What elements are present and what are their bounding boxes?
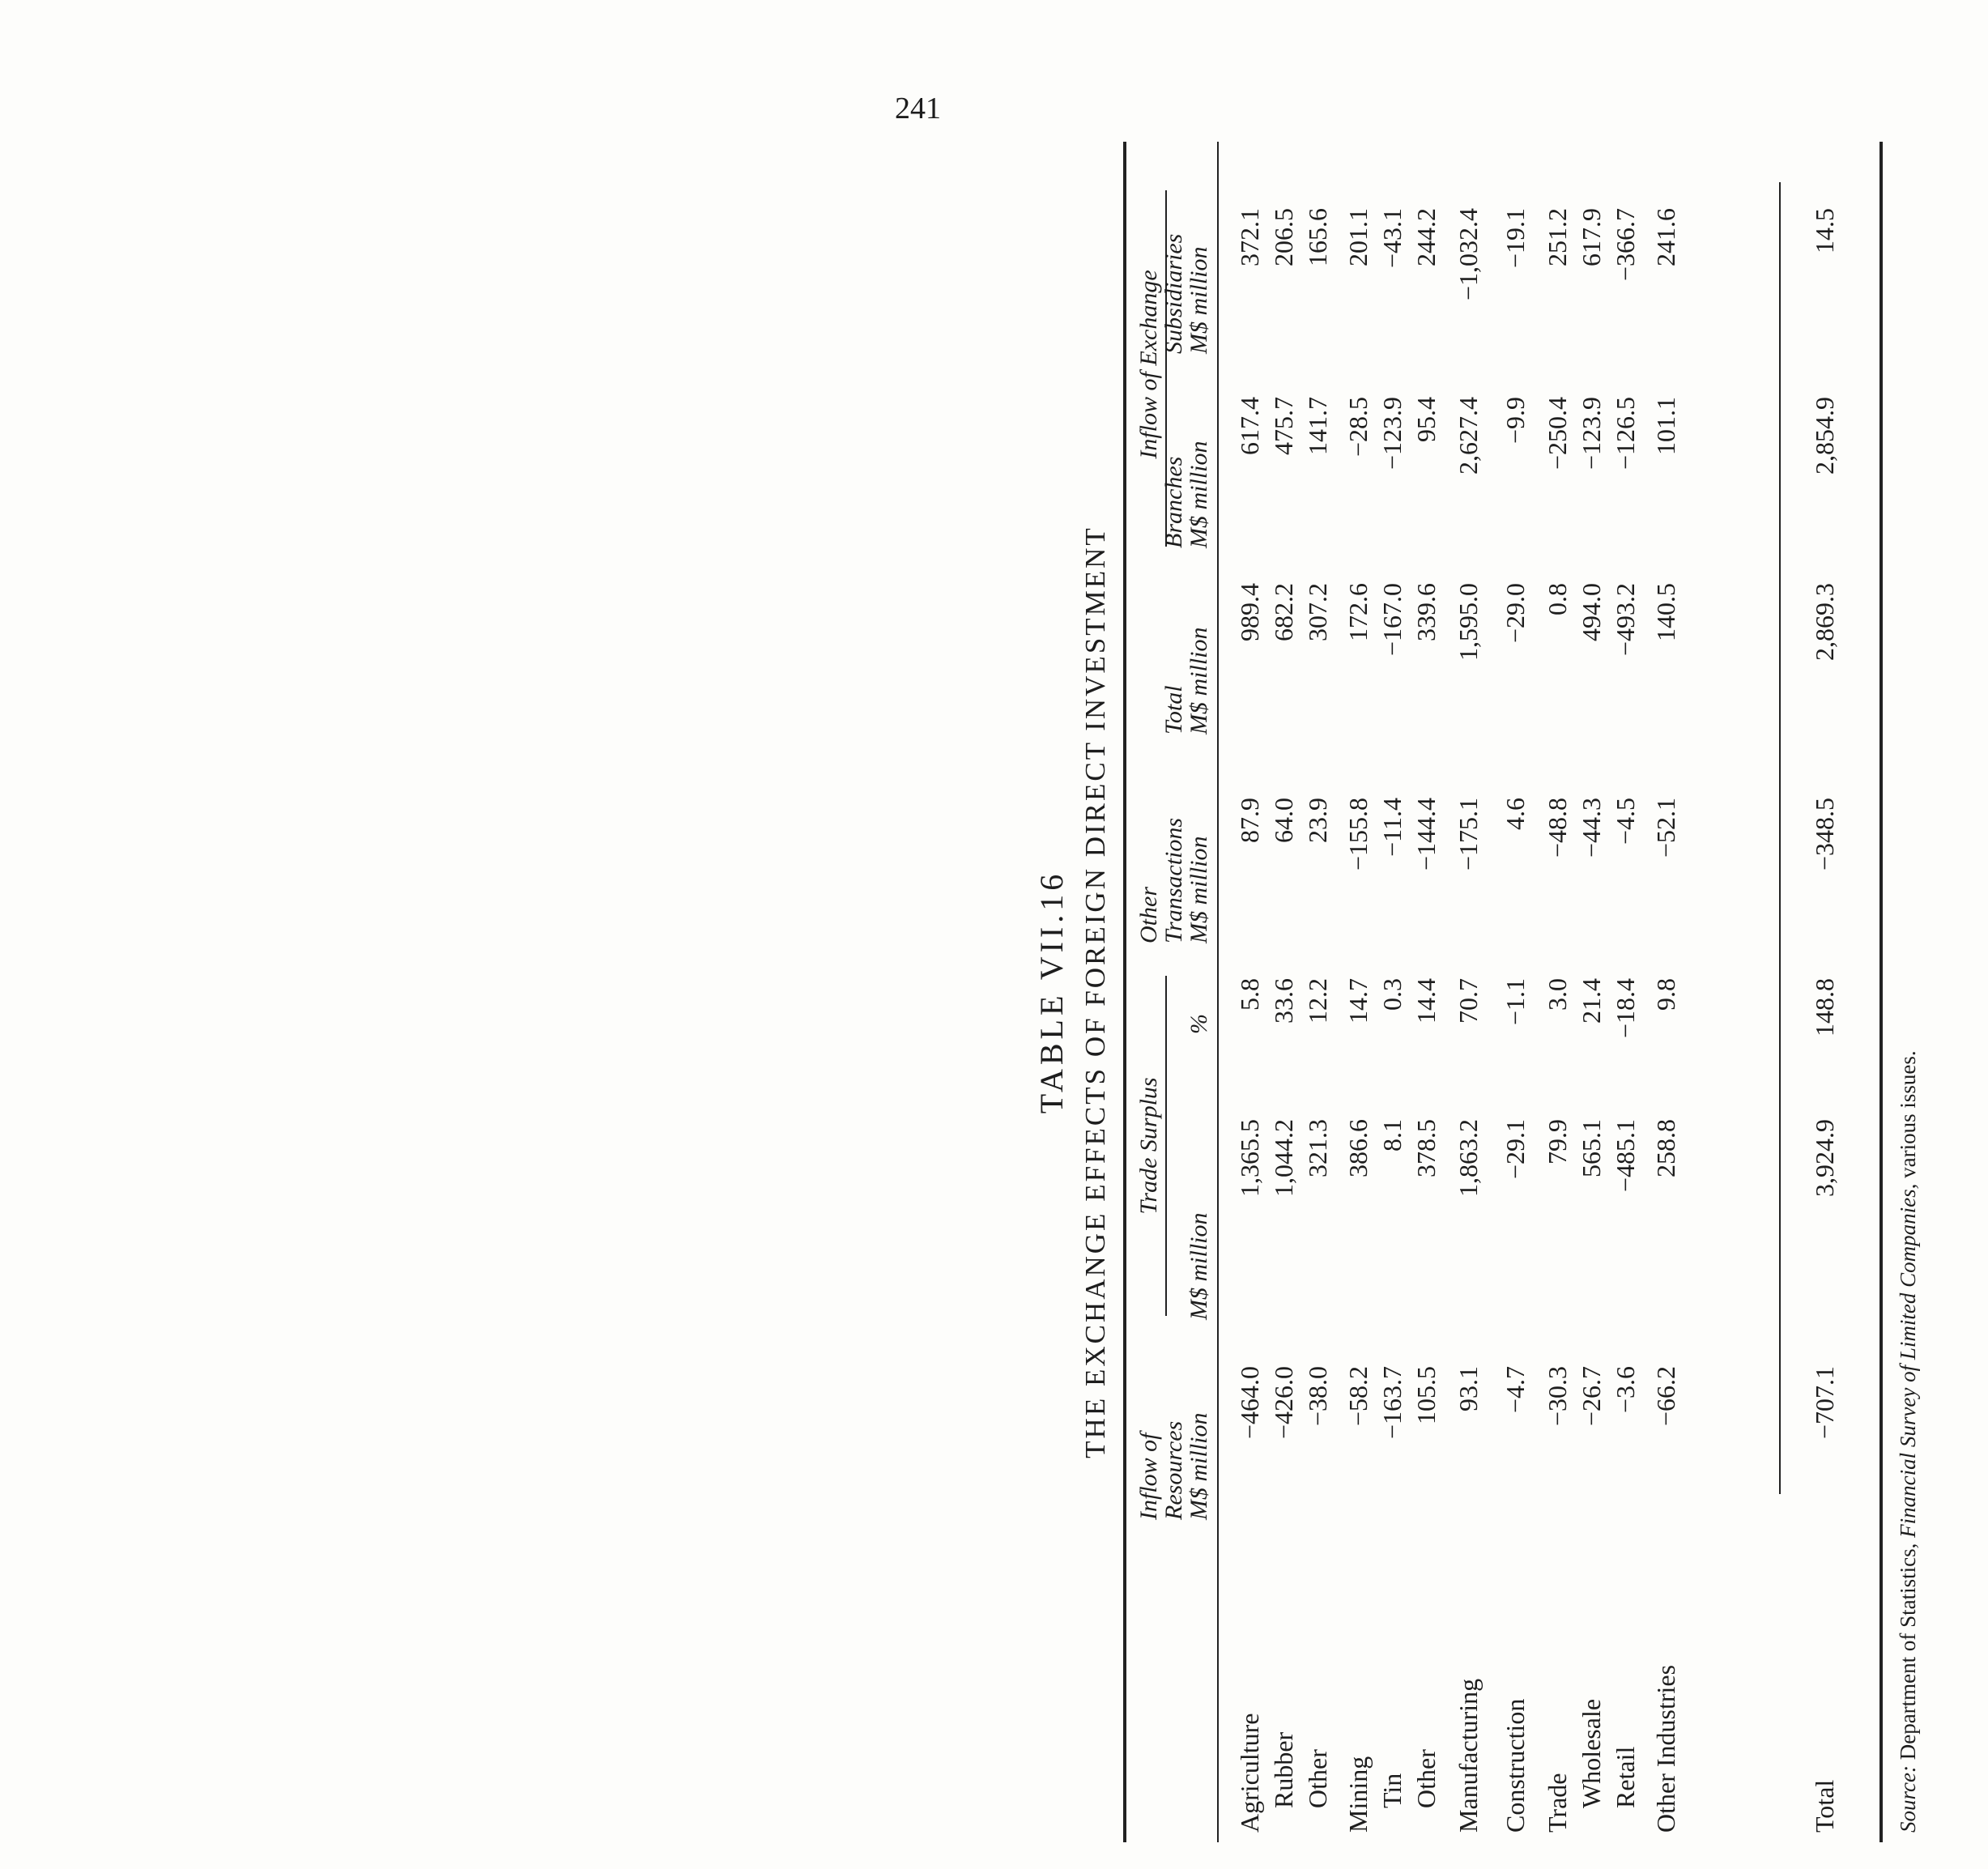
cell-other-transactions: 4.6 [1501, 798, 1530, 830]
cell-trade-surplus-value: 258.8 [1651, 1119, 1680, 1177]
cell-other-transactions: 23.9 [1303, 798, 1332, 843]
cell-inflow-resources: −26.7 [1577, 1366, 1606, 1427]
cell-trade-surplus-value: 321.3 [1303, 1119, 1332, 1177]
cell-trade-surplus-pct: 0.3 [1377, 978, 1407, 1011]
cell-subsidiaries: −366.7 [1611, 208, 1640, 282]
cell-branches: −9.9 [1501, 397, 1530, 445]
cell-trade-surplus-value: 79.9 [1543, 1119, 1572, 1164]
row-label: Other [1303, 1749, 1332, 1808]
cell-trade-surplus-value: 3,924.9 [1810, 1119, 1839, 1197]
table-row [1577, 142, 1609, 1842]
table-row [1377, 142, 1410, 1842]
cell-branches: 2,854.9 [1810, 397, 1839, 475]
cell-inflow-resources: −3.6 [1611, 1366, 1640, 1414]
cell-trade-surplus-pct: 14.7 [1343, 978, 1373, 1024]
cell-inflow-resources: −58.2 [1343, 1366, 1373, 1427]
cell-branches: 101.1 [1651, 397, 1680, 455]
cell-other-transactions: −48.8 [1543, 798, 1572, 858]
cell-trade-surplus-value: 1,863.2 [1454, 1119, 1483, 1197]
cell-subsidiaries: 206.5 [1269, 208, 1298, 266]
row-label: Total [1810, 1779, 1839, 1833]
cell-total: 140.5 [1651, 583, 1680, 641]
bottom-rule [1879, 142, 1883, 1842]
table-label: TABLE VII.16 [1033, 870, 1070, 1114]
bleed-through-text [121, 81, 964, 1782]
cell-total: 2,869.3 [1810, 583, 1839, 661]
header-trade-surplus-group: Trade Surplus [1135, 1077, 1162, 1215]
table-row [1611, 142, 1643, 1842]
cell-inflow-resources: 105.5 [1411, 1366, 1441, 1424]
cell-trade-surplus-value: 565.1 [1577, 1119, 1606, 1177]
header-inflow-exchange-group: Inflow of Exchange [1135, 270, 1162, 459]
cell-trade-surplus-pct: 14.4 [1411, 978, 1441, 1024]
cell-subsidiaries: −1,032.4 [1454, 208, 1483, 301]
total-rule [1779, 182, 1781, 1494]
cell-branches: 2,627.4 [1454, 397, 1483, 475]
row-label: Tin [1377, 1773, 1407, 1808]
table-row [1411, 142, 1444, 1842]
cell-branches: −123.9 [1377, 397, 1407, 470]
cell-trade-surplus-value: −485.1 [1611, 1119, 1640, 1193]
table-total-row [1810, 142, 1842, 1842]
header-bottom-rule [1217, 142, 1219, 1842]
table-row [1343, 142, 1376, 1842]
cell-subsidiaries: 244.2 [1411, 208, 1441, 266]
cell-branches: −250.4 [1543, 397, 1572, 470]
row-label: Rubber [1269, 1731, 1298, 1808]
rotated-table-frame [1016, 142, 1988, 1842]
cell-branches: 141.7 [1303, 397, 1332, 455]
cell-trade-surplus-pct: 5.8 [1235, 978, 1264, 1011]
header-other-transactions: Other Transactions M$ million [1135, 817, 1212, 943]
table-row [1269, 142, 1301, 1842]
cell-other-transactions: −144.4 [1411, 798, 1441, 871]
cell-trade-surplus-value: 378.5 [1411, 1119, 1441, 1177]
cell-trade-surplus-pct: −18.4 [1611, 978, 1640, 1039]
row-label: Trade [1543, 1773, 1572, 1833]
cell-subsidiaries: 251.2 [1543, 208, 1572, 266]
cell-total: 1,595.0 [1454, 583, 1483, 661]
header-inflow-resources: Inflow of Resources M$ million [1135, 1412, 1212, 1520]
cell-inflow-resources: −464.0 [1235, 1366, 1264, 1440]
page-number: 241 [895, 92, 941, 126]
cell-trade-surplus-value: 1,365.5 [1235, 1119, 1264, 1197]
table-row [1501, 142, 1533, 1842]
cell-total: 0.8 [1543, 583, 1572, 615]
cell-subsidiaries: 372.1 [1235, 208, 1264, 266]
cell-other-transactions: −44.3 [1577, 798, 1606, 858]
row-label: Other Industries [1651, 1664, 1680, 1833]
row-label: Construction [1501, 1698, 1530, 1833]
cell-inflow-resources: −38.0 [1303, 1366, 1332, 1427]
table-row [1651, 142, 1684, 1842]
cell-other-transactions: −11.4 [1377, 798, 1407, 857]
cell-inflow-resources: −707.1 [1810, 1366, 1839, 1440]
source-note: Source: Department of Statistics, Financial Survey of Limited Companies, various issues. [1896, 1050, 1920, 1833]
cell-subsidiaries: −43.1 [1377, 208, 1407, 269]
cell-subsidiaries: 241.6 [1651, 208, 1680, 266]
cell-total: 682.2 [1269, 583, 1298, 641]
row-label: Manufacturing [1454, 1678, 1483, 1833]
cell-branches: 475.7 [1269, 397, 1298, 455]
cell-trade-surplus-value: 1,044.2 [1269, 1119, 1298, 1197]
row-label: Other [1411, 1749, 1441, 1808]
cell-other-transactions: −175.1 [1454, 798, 1483, 871]
cell-other-transactions: 87.9 [1235, 798, 1264, 843]
cell-other-transactions: −348.5 [1810, 798, 1839, 871]
table-row [1454, 142, 1486, 1842]
table-row [1303, 142, 1335, 1842]
row-label: Agriculture [1235, 1713, 1264, 1833]
cell-inflow-resources: −426.0 [1269, 1366, 1298, 1440]
cell-inflow-resources: 93.1 [1454, 1366, 1483, 1411]
cell-subsidiaries: −19.1 [1501, 208, 1530, 269]
cell-subsidiaries: 14.5 [1810, 208, 1839, 253]
trade-surplus-rule [1165, 976, 1167, 1316]
header-total: Total M$ million [1160, 627, 1212, 734]
cell-total: −493.2 [1611, 583, 1640, 657]
cell-trade-surplus-pct: 12.2 [1303, 978, 1332, 1024]
cell-branches: −123.9 [1577, 397, 1606, 470]
table-row [1235, 142, 1267, 1842]
cell-total: 172.6 [1343, 583, 1373, 641]
cell-subsidiaries: 201.1 [1343, 208, 1373, 266]
cell-subsidiaries: 165.6 [1303, 208, 1332, 266]
cell-total: 339.6 [1411, 583, 1441, 641]
cell-inflow-resources: −163.7 [1377, 1366, 1407, 1440]
header-trade-surplus-value: M$ million [1186, 1212, 1212, 1320]
cell-branches: −126.5 [1611, 397, 1640, 470]
cell-subsidiaries: 617.9 [1577, 208, 1606, 266]
cell-total: 307.2 [1303, 583, 1332, 641]
cell-branches: 95.4 [1411, 397, 1441, 442]
top-rule [1123, 142, 1126, 1842]
row-label: Retail [1611, 1746, 1640, 1808]
cell-total: −167.0 [1377, 583, 1407, 657]
cell-trade-surplus-pct: 21.4 [1577, 978, 1606, 1024]
cell-trade-surplus-pct: 9.8 [1651, 978, 1680, 1011]
row-label: Mining [1343, 1756, 1373, 1833]
cell-branches: −28.5 [1343, 397, 1373, 458]
cell-trade-surplus-value: 8.1 [1377, 1119, 1407, 1152]
cell-other-transactions: −155.8 [1343, 798, 1373, 871]
cell-trade-surplus-value: 386.6 [1343, 1119, 1373, 1177]
cell-total: 989.4 [1235, 583, 1264, 641]
cell-other-transactions: 64.0 [1269, 798, 1298, 843]
cell-branches: 617.4 [1235, 397, 1264, 455]
cell-trade-surplus-pct: 148.8 [1810, 978, 1839, 1037]
header-branches: Branches M$ million [1160, 441, 1212, 548]
header-subsidiaries: Subsidiaries M$ million [1160, 233, 1212, 354]
header-trade-surplus-pct: % [1186, 1014, 1212, 1034]
cell-inflow-resources: −30.3 [1543, 1366, 1572, 1427]
row-label: Wholesale [1577, 1698, 1606, 1808]
cell-total: −29.0 [1501, 583, 1530, 644]
cell-trade-surplus-value: −29.1 [1501, 1119, 1530, 1180]
table-title: THE EXCHANGE EFFECTS OF FOREIGN DIRECT INVESTMENT [1079, 526, 1111, 1458]
cell-other-transactions: −52.1 [1651, 798, 1680, 858]
table-row [1543, 142, 1575, 1842]
cell-inflow-resources: −4.7 [1501, 1366, 1530, 1414]
cell-trade-surplus-pct: 3.0 [1543, 978, 1572, 1011]
cell-total: 494.0 [1577, 583, 1606, 641]
cell-other-transactions: −4.5 [1611, 798, 1640, 845]
cell-inflow-resources: −66.2 [1651, 1366, 1680, 1427]
cell-trade-surplus-pct: 70.7 [1454, 978, 1483, 1024]
cell-trade-surplus-pct: −1.1 [1501, 978, 1530, 1026]
cell-trade-surplus-pct: 33.6 [1269, 978, 1298, 1024]
